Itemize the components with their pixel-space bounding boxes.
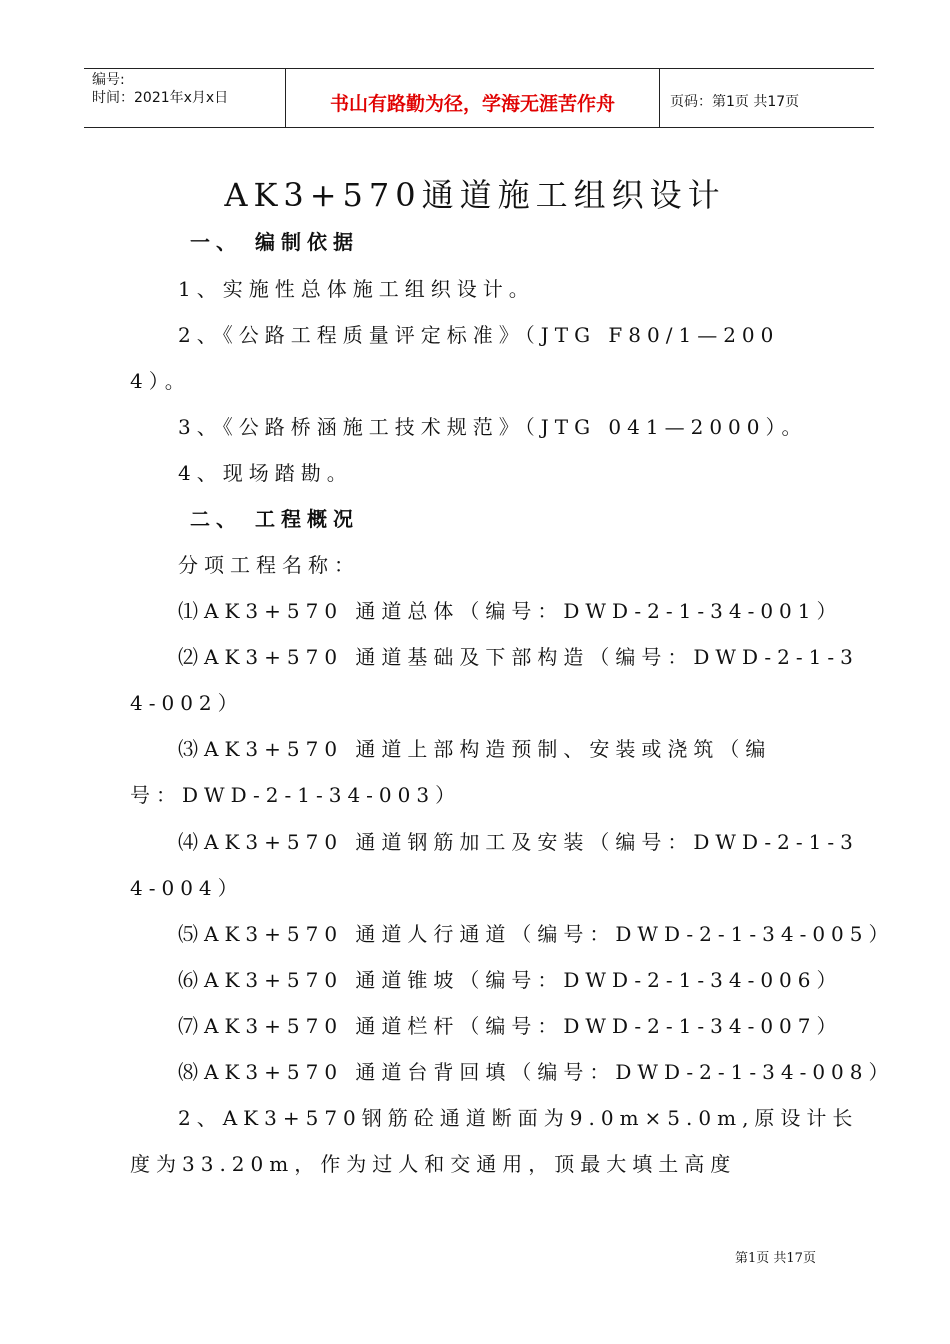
section-heading-overview: 二、 工程概况 bbox=[190, 507, 359, 531]
body-line: ⑴AK3+570 通道总体（编号：DWD-2-1-34-001） bbox=[178, 599, 843, 623]
body-line: ⑺AK3+570 通道栏杆（编号：DWD-2-1-34-007） bbox=[178, 1014, 843, 1038]
body-line: 3、《公路桥涵施工技术规范》（JTG 041—2000）。 bbox=[178, 415, 808, 439]
body-line: 度为33.20m，作为过人和交通用，顶最大填土高度 bbox=[130, 1152, 737, 1176]
body-line: 4-004） bbox=[130, 876, 244, 900]
body-line: 4-002） bbox=[130, 691, 244, 715]
document-title: AK3+570通道施工组织设计 bbox=[224, 176, 726, 214]
body-line: 号：DWD-2-1-34-003） bbox=[130, 783, 462, 807]
body-line: 1、实施性总体施工组织设计。 bbox=[178, 277, 535, 301]
page-header bbox=[84, 68, 874, 128]
body-line: ⑶AK3+570 通道上部构造预制、安装或浇筑（编 bbox=[178, 737, 772, 761]
body-line: ⑵AK3+570 通道基础及下部构造（编号：DWD-2-1-3 bbox=[178, 645, 859, 669]
body-line: 2、AK3+570钢筋砼通道断面为9.0m×5.0m,原设计长 bbox=[178, 1106, 859, 1130]
body-line: ⑻AK3+570 通道台背回填（编号：DWD-2-1-34-008） bbox=[178, 1060, 895, 1084]
header-number-label: 编号: bbox=[92, 72, 125, 88]
body-line: 4）。 bbox=[130, 369, 191, 393]
body-line: 2、《公路工程质量评定标准》（JTG F80/1—200 bbox=[178, 323, 780, 347]
header-motto: 书山有路勤为径，学海无涯苦作舟 bbox=[329, 93, 615, 115]
body-line: 分项工程名称： bbox=[178, 553, 360, 577]
body-line: 4、现场踏勘。 bbox=[178, 461, 353, 485]
header-time-label: 时间：2021年x月x日 bbox=[92, 90, 229, 106]
section-heading-basis: 一、 编制依据 bbox=[190, 230, 359, 254]
header-divider-right bbox=[659, 69, 660, 127]
footer-page-label: 第1页 共17页 bbox=[735, 1251, 816, 1266]
body-line: ⑷AK3+570 通道钢筋加工及安装（编号：DWD-2-1-3 bbox=[178, 830, 859, 854]
header-meta bbox=[92, 71, 228, 107]
body-line: ⑸AK3+570 通道人行通道（编号：DWD-2-1-34-005） bbox=[178, 922, 895, 946]
header-page-label: 页码：第1页 共17页 bbox=[670, 94, 800, 110]
body-line: ⑹AK3+570 通道锥坡（编号：DWD-2-1-34-006） bbox=[178, 968, 843, 992]
